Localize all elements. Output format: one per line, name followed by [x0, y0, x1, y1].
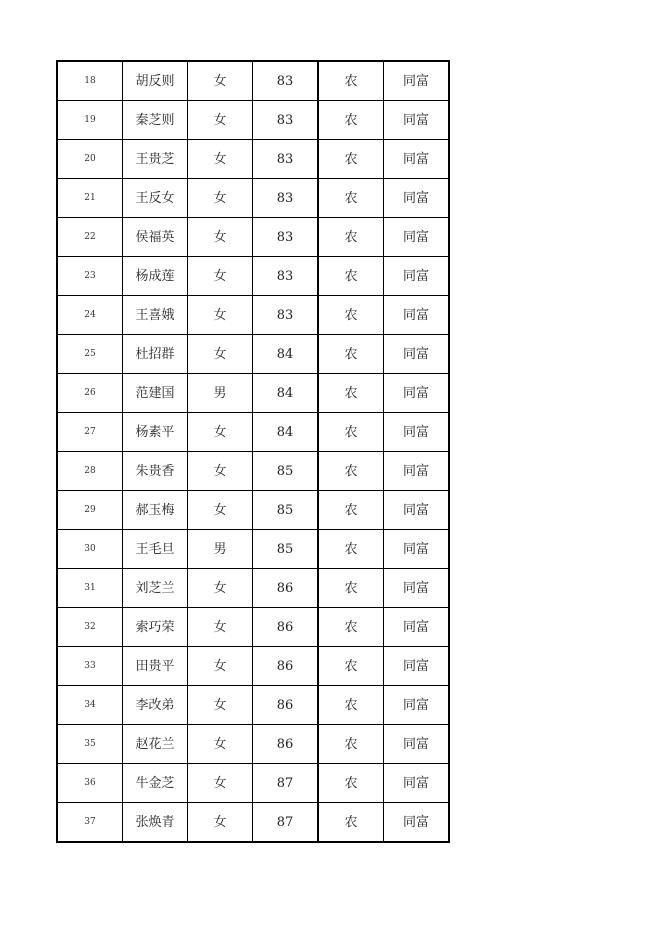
age-cell: 85 — [253, 491, 319, 530]
village-cell: 同富 — [384, 335, 450, 374]
age-cell: 86 — [253, 608, 319, 647]
row-number-cell: 20 — [57, 140, 123, 179]
gender-cell: 女 — [188, 179, 253, 218]
name-cell: 刘芝兰 — [123, 569, 188, 608]
age-cell: 84 — [253, 413, 319, 452]
table-row — [57, 61, 449, 101]
gender-cell: 女 — [188, 335, 253, 374]
village-cell: 同富 — [384, 725, 450, 764]
age-cell: 83 — [253, 101, 319, 140]
name-cell: 杜招群 — [123, 335, 188, 374]
household-type-cell: 农 — [318, 335, 384, 374]
name-cell: 范建国 — [123, 374, 188, 413]
table-row — [57, 179, 449, 218]
roster-table-body — [57, 61, 449, 842]
name-cell: 索巧荣 — [123, 608, 188, 647]
gender-cell: 女 — [188, 413, 253, 452]
table-row — [57, 101, 449, 140]
name-cell: 牛金芝 — [123, 764, 188, 803]
household-type-cell: 农 — [318, 374, 384, 413]
household-type-cell: 农 — [318, 101, 384, 140]
gender-cell: 女 — [188, 491, 253, 530]
village-cell: 同富 — [384, 179, 450, 218]
table-row — [57, 491, 449, 530]
household-type-cell: 农 — [318, 725, 384, 764]
household-type-cell: 农 — [318, 608, 384, 647]
table-row — [57, 218, 449, 257]
gender-cell: 男 — [188, 374, 253, 413]
table-row — [57, 140, 449, 179]
household-type-cell: 农 — [318, 452, 384, 491]
household-type-cell: 农 — [318, 61, 384, 101]
age-cell: 87 — [253, 764, 319, 803]
row-number-cell: 36 — [57, 764, 123, 803]
table-row — [57, 296, 449, 335]
age-cell: 86 — [253, 569, 319, 608]
table-row — [57, 686, 449, 725]
gender-cell: 女 — [188, 257, 253, 296]
age-cell: 87 — [253, 803, 319, 843]
table-row — [57, 764, 449, 803]
name-cell: 朱贵香 — [123, 452, 188, 491]
row-number-cell: 28 — [57, 452, 123, 491]
name-cell: 胡反则 — [123, 61, 188, 101]
name-cell: 王贵芝 — [123, 140, 188, 179]
age-cell: 83 — [253, 140, 319, 179]
household-type-cell: 农 — [318, 491, 384, 530]
table-row — [57, 569, 449, 608]
table-row — [57, 530, 449, 569]
village-cell: 同富 — [384, 452, 450, 491]
age-cell: 83 — [253, 296, 319, 335]
roster-table — [56, 60, 450, 843]
table-row — [57, 452, 449, 491]
name-cell: 秦芝则 — [123, 101, 188, 140]
village-cell: 同富 — [384, 764, 450, 803]
age-cell: 84 — [253, 335, 319, 374]
table-row — [57, 803, 449, 843]
gender-cell: 男 — [188, 530, 253, 569]
household-type-cell: 农 — [318, 218, 384, 257]
name-cell: 李改弟 — [123, 686, 188, 725]
name-cell: 王毛旦 — [123, 530, 188, 569]
gender-cell: 女 — [188, 61, 253, 101]
village-cell: 同富 — [384, 61, 450, 101]
row-number-cell: 33 — [57, 647, 123, 686]
gender-cell: 女 — [188, 764, 253, 803]
village-cell: 同富 — [384, 140, 450, 179]
village-cell: 同富 — [384, 374, 450, 413]
row-number-cell: 19 — [57, 101, 123, 140]
village-cell: 同富 — [384, 218, 450, 257]
row-number-cell: 31 — [57, 569, 123, 608]
name-cell: 张焕青 — [123, 803, 188, 843]
household-type-cell: 农 — [318, 530, 384, 569]
village-cell: 同富 — [384, 296, 450, 335]
gender-cell: 女 — [188, 140, 253, 179]
household-type-cell: 农 — [318, 803, 384, 843]
household-type-cell: 农 — [318, 296, 384, 335]
name-cell: 王反女 — [123, 179, 188, 218]
village-cell: 同富 — [384, 647, 450, 686]
name-cell: 杨素平 — [123, 413, 188, 452]
row-number-cell: 34 — [57, 686, 123, 725]
gender-cell: 女 — [188, 101, 253, 140]
table-row — [57, 335, 449, 374]
row-number-cell: 37 — [57, 803, 123, 843]
gender-cell: 女 — [188, 647, 253, 686]
row-number-cell: 24 — [57, 296, 123, 335]
household-type-cell: 农 — [318, 764, 384, 803]
age-cell: 86 — [253, 647, 319, 686]
row-number-cell: 22 — [57, 218, 123, 257]
age-cell: 85 — [253, 530, 319, 569]
gender-cell: 女 — [188, 296, 253, 335]
age-cell: 83 — [253, 61, 319, 101]
gender-cell: 女 — [188, 569, 253, 608]
table-row — [57, 374, 449, 413]
row-number-cell: 18 — [57, 61, 123, 101]
name-cell: 郝玉梅 — [123, 491, 188, 530]
row-number-cell: 25 — [57, 335, 123, 374]
row-number-cell: 23 — [57, 257, 123, 296]
gender-cell: 女 — [188, 608, 253, 647]
gender-cell: 女 — [188, 452, 253, 491]
age-cell: 83 — [253, 257, 319, 296]
household-type-cell: 农 — [318, 257, 384, 296]
village-cell: 同富 — [384, 686, 450, 725]
table-row — [57, 413, 449, 452]
household-type-cell: 农 — [318, 413, 384, 452]
gender-cell: 女 — [188, 803, 253, 843]
name-cell: 赵花兰 — [123, 725, 188, 764]
village-cell: 同富 — [384, 530, 450, 569]
village-cell: 同富 — [384, 608, 450, 647]
row-number-cell: 21 — [57, 179, 123, 218]
age-cell: 83 — [253, 179, 319, 218]
table-row — [57, 647, 449, 686]
table-row — [57, 257, 449, 296]
village-cell: 同富 — [384, 803, 450, 843]
table-row — [57, 725, 449, 764]
gender-cell: 女 — [188, 725, 253, 764]
age-cell: 83 — [253, 218, 319, 257]
household-type-cell: 农 — [318, 140, 384, 179]
household-type-cell: 农 — [318, 569, 384, 608]
row-number-cell: 26 — [57, 374, 123, 413]
row-number-cell: 27 — [57, 413, 123, 452]
name-cell: 侯福英 — [123, 218, 188, 257]
name-cell: 田贵平 — [123, 647, 188, 686]
village-cell: 同富 — [384, 413, 450, 452]
village-cell: 同富 — [384, 257, 450, 296]
village-cell: 同富 — [384, 491, 450, 530]
row-number-cell: 32 — [57, 608, 123, 647]
row-number-cell: 29 — [57, 491, 123, 530]
age-cell: 86 — [253, 686, 319, 725]
row-number-cell: 35 — [57, 725, 123, 764]
household-type-cell: 农 — [318, 686, 384, 725]
village-cell: 同富 — [384, 101, 450, 140]
name-cell: 杨成莲 — [123, 257, 188, 296]
age-cell: 85 — [253, 452, 319, 491]
age-cell: 86 — [253, 725, 319, 764]
row-number-cell: 30 — [57, 530, 123, 569]
name-cell: 王喜娥 — [123, 296, 188, 335]
household-type-cell: 农 — [318, 647, 384, 686]
table-row — [57, 608, 449, 647]
gender-cell: 女 — [188, 686, 253, 725]
household-type-cell: 农 — [318, 179, 384, 218]
age-cell: 84 — [253, 374, 319, 413]
gender-cell: 女 — [188, 218, 253, 257]
village-cell: 同富 — [384, 569, 450, 608]
